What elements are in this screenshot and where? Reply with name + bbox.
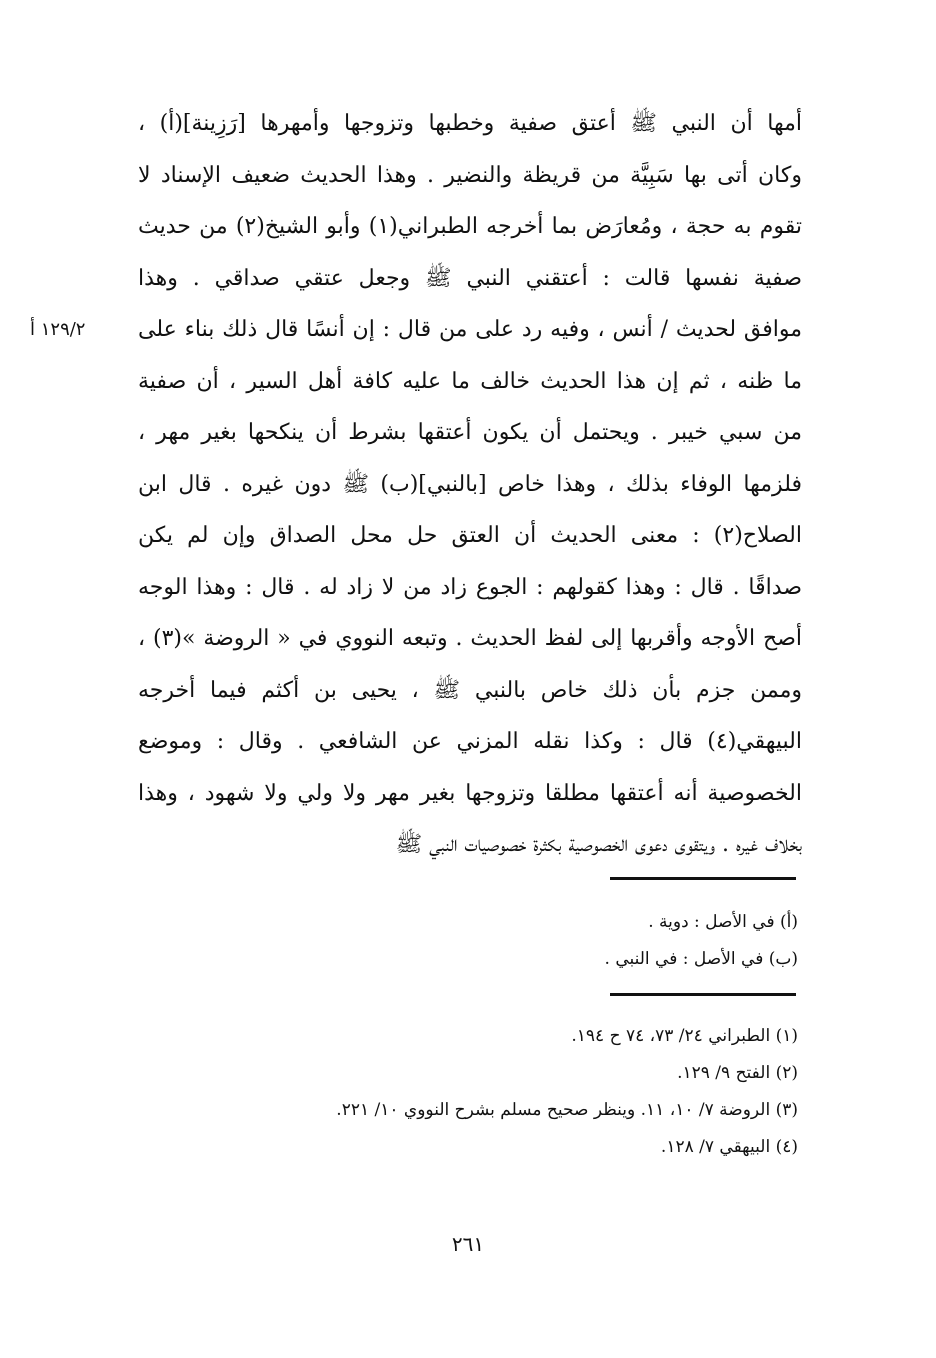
text-line-5: موافق لحديث / أنس ، وفيه رد على من قال : إن أنسًا قال ذلك بناء على (138, 317, 802, 342)
text-line-7: من سبي خيبر . ويحتمل أن يكون أعتقها بشرط أن ينكحها بغير مهر ، (138, 420, 802, 445)
text-line-4: صفية نفسها قالت : أعتقني النبي ﷺ وجعل عتقي صداقي . وهذا (138, 265, 802, 291)
footnote-4: (٤) البيهقي ٧/ ١٢٨. (660, 1137, 798, 1157)
manuscript-folio-marker: ١٢٩/٢ أ (30, 319, 86, 340)
text-line-2: وكان أتى بها سَبِيَّة من قريظة والنضير . وهذا الحديث ضعيف الإسناد لا (138, 162, 802, 188)
footnote-2: (٢) الفتح ٩/ ١٢٩. (677, 1063, 798, 1083)
text-line-14: الخصوصية أنه أعتقها مطلقا وتزوجها بغير مهر ولا ولي ولا شهود ، وهذا (138, 780, 802, 806)
footnote-1: (١) الطبراني ٢٤/ ٧٣، ٧٤ ح ١٩٤. (571, 1026, 798, 1046)
footnote-divider-numbered (610, 993, 796, 996)
text-line-10: صداقًا . قال : وهذا كقولهم : الجوع زاد من لا زاد له . قال : وهذا الوجه (138, 574, 802, 600)
text-line-11: أصح الأوجه وأقربها إلى لفظ الحديث . وتبعه النووي في « الروضة »(٣) ، (138, 626, 802, 651)
text-line-1: أمها أن النبي ﷺ أعتق صفية وخطبها وتزوجها وأمهرها [رَزِينة](أ) ، (138, 111, 802, 136)
footnote-3: (٣) الروضة ٧/ ١٠، ١١. وينظر صحيح مسلم بشرح النووي ١٠/ ٢٢١. (336, 1100, 798, 1120)
text-line-13: البيهقي(٤) قال : وكذا نقله المزني عن الشافعي . وقال : وموضع (138, 729, 802, 754)
footnote-alef: (أ) في الأصل : دوية . (648, 912, 798, 932)
main-text-body (138, 98, 802, 871)
footnotes-letter (138, 904, 798, 978)
text-line-3: تقوم به حجة ، ومُعارَض بما أخرجه الطبراني(١) وأبو الشيخ(٢) من حديث (138, 214, 802, 239)
text-line-8: فلزمها الوفاء بذلك ، وهذا خاص [بالنبي](ب) ﷺ دون غيره . قال ابن (138, 471, 802, 497)
footnote-divider-letter (610, 877, 796, 880)
text-line-9: الصلاح(٢) : معنى الحديث أن العتق حل محل الصداق وإن لم يكن (138, 523, 802, 548)
footnotes-numbered (138, 1018, 798, 1166)
page-number: ٢٦١ (451, 1232, 485, 1256)
text-line-6: ما ظنه ، ثم إن هذا الحديث خالف ما عليه كافة أهل السير ، أن صفية (138, 368, 802, 394)
text-line-15: بخلاف غيره . ويتقوى دعوى الخصوصية بكثرة خصوصيات النبي ﷺ (395, 832, 802, 857)
footnote-ba: (ب) في الأصل : في النبي . (604, 949, 798, 969)
text-line-12: وممن جزم بأن ذلك خاص بالنبي ﷺ ، يحيى بن أكثم فيما أخرجه (138, 677, 802, 703)
